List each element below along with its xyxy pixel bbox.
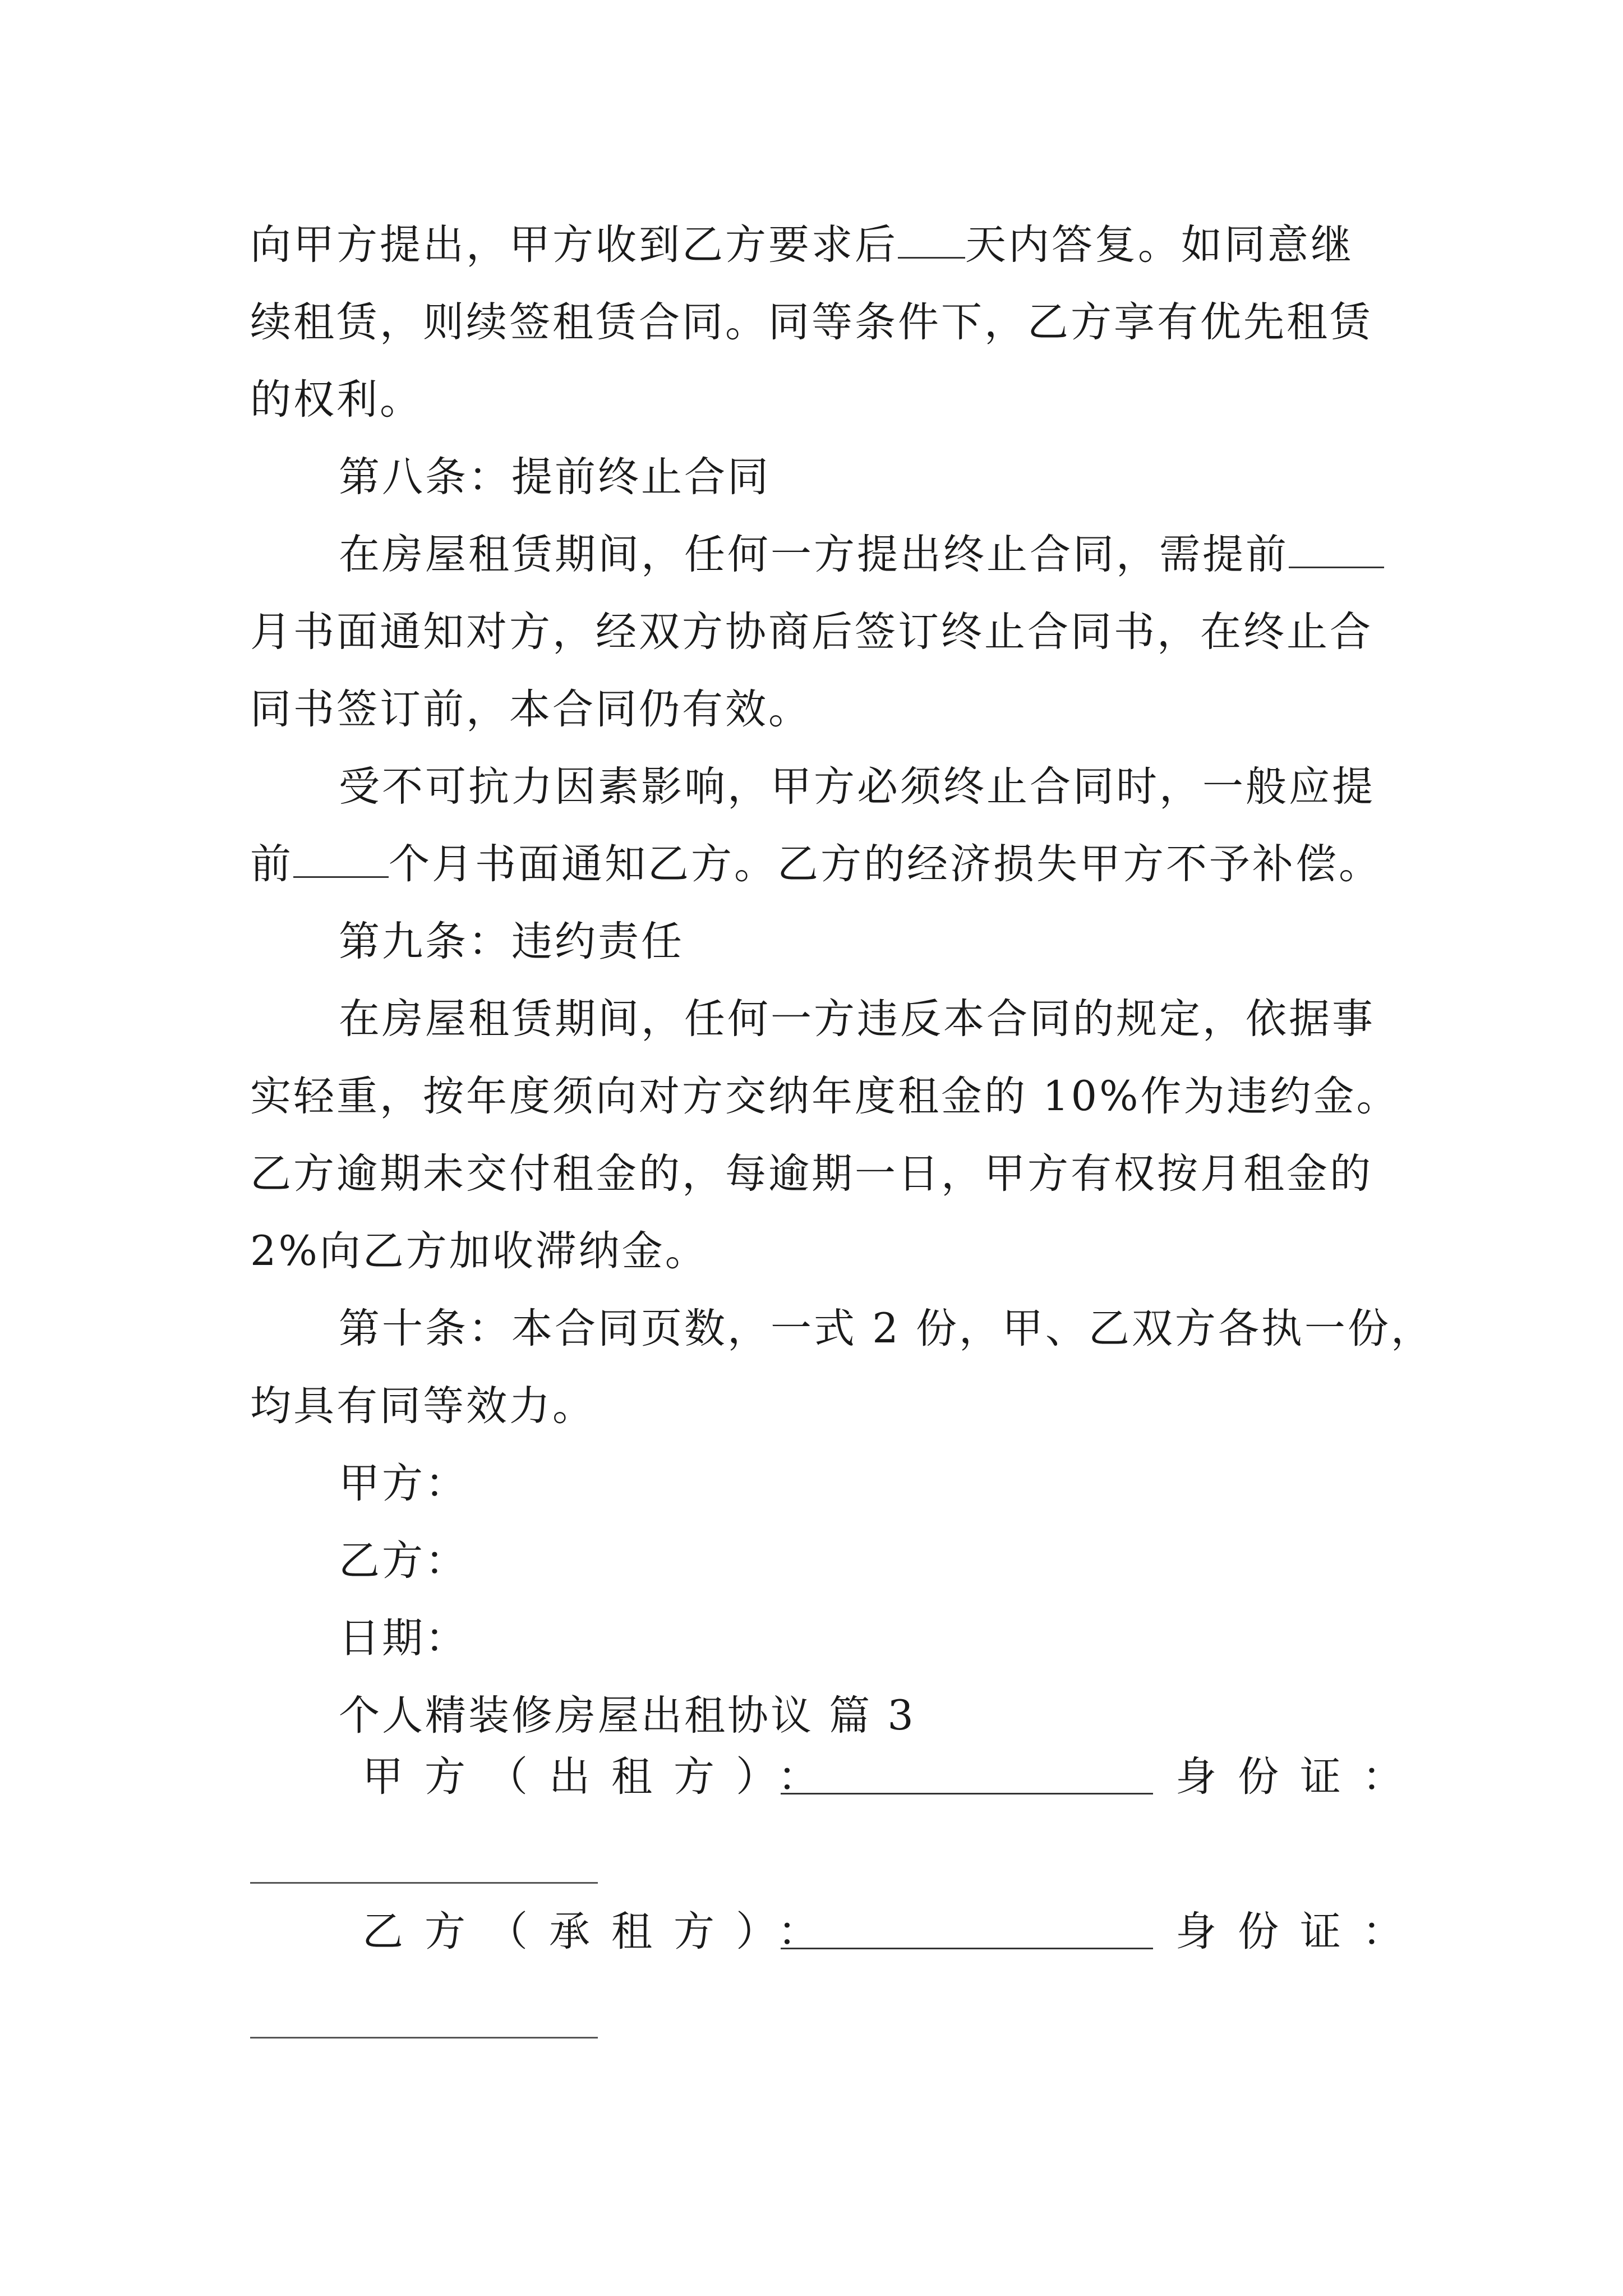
- lessee-label: 乙方（承租方）：: [362, 1908, 840, 1955]
- text-line: 均具有同等效力。: [250, 1382, 596, 1430]
- lessor-id-blank: [250, 1882, 598, 1884]
- text-line: [250, 826, 1389, 903]
- text-line: 的权利。: [250, 376, 423, 424]
- party-a-signature: 甲方：: [339, 1460, 468, 1507]
- text-line: 乙方逾期未交付租金的，每逾期一日，甲方有权按月租金的: [250, 1150, 1373, 1198]
- text-line: 续租赁，则续签租赁合同。同等条件下，乙方享有优先租赁: [250, 298, 1373, 346]
- text-line: 受不可抗力因素影响，甲方必须终止合同时，一般应提: [339, 763, 1375, 811]
- lessee-row: [250, 1904, 1424, 1960]
- text-line: 实轻重，按年度须向对方交纳年度租金的 10%作为违约金。: [250, 1073, 1400, 1120]
- fill-blank: [1289, 527, 1384, 568]
- lessor-row: [250, 1749, 1424, 1805]
- article-9: [250, 903, 1400, 1290]
- lessor-name-blank: [781, 1793, 1153, 1795]
- text-line: 同书签订前，本合同仍有效。: [250, 685, 811, 733]
- text-line: [250, 206, 1389, 284]
- text-line: 在房屋租赁期间，任何一方违反本合同的规定，依据事: [339, 995, 1375, 1043]
- lessee-name-blank: [781, 1948, 1153, 1949]
- text-line: 2%向乙方加收滞纳金。: [250, 1227, 708, 1275]
- renewal-paragraph: [250, 206, 1389, 439]
- fill-blank: [293, 837, 389, 878]
- article-heading: 第九条：违约责任: [339, 918, 684, 965]
- text-segment: 个月书面通知乙方。乙方的经济损失甲方不予补偿。: [389, 840, 1382, 888]
- text-line: 第十条：本合同页数，一式 2 份，甲、乙双方各执一份，: [339, 1305, 1434, 1352]
- fill-blank: [898, 218, 965, 259]
- text-segment: 在房屋租赁期间，任何一方提出终止合同，需提前: [339, 531, 1289, 578]
- section-title: 个人精装修房屋出租协议 篇 3: [339, 1692, 916, 1740]
- article-8: [250, 439, 1389, 903]
- text-line: 月书面通知对方，经双方协商后签订终止合同书，在终止合: [250, 608, 1373, 656]
- lessor-label: 甲方（出租方）：: [362, 1753, 840, 1801]
- article-heading: 第八条：提前终止合同: [339, 453, 771, 501]
- text-segment: 向甲方提出，甲方收到乙方要求后: [250, 221, 898, 269]
- date-signature: 日期：: [339, 1614, 468, 1662]
- text-segment: 天内答复。如同意继: [965, 221, 1354, 269]
- text-segment: 前: [250, 840, 293, 888]
- article-10: [250, 1290, 1434, 1755]
- party-b-signature: 乙方：: [339, 1537, 468, 1585]
- lessee-id-blank: [250, 2037, 598, 2039]
- lessor-id-label: 身份证：: [1175, 1753, 1424, 1801]
- lessee-id-label: 身份证：: [1175, 1908, 1424, 1955]
- text-line: [250, 516, 1389, 593]
